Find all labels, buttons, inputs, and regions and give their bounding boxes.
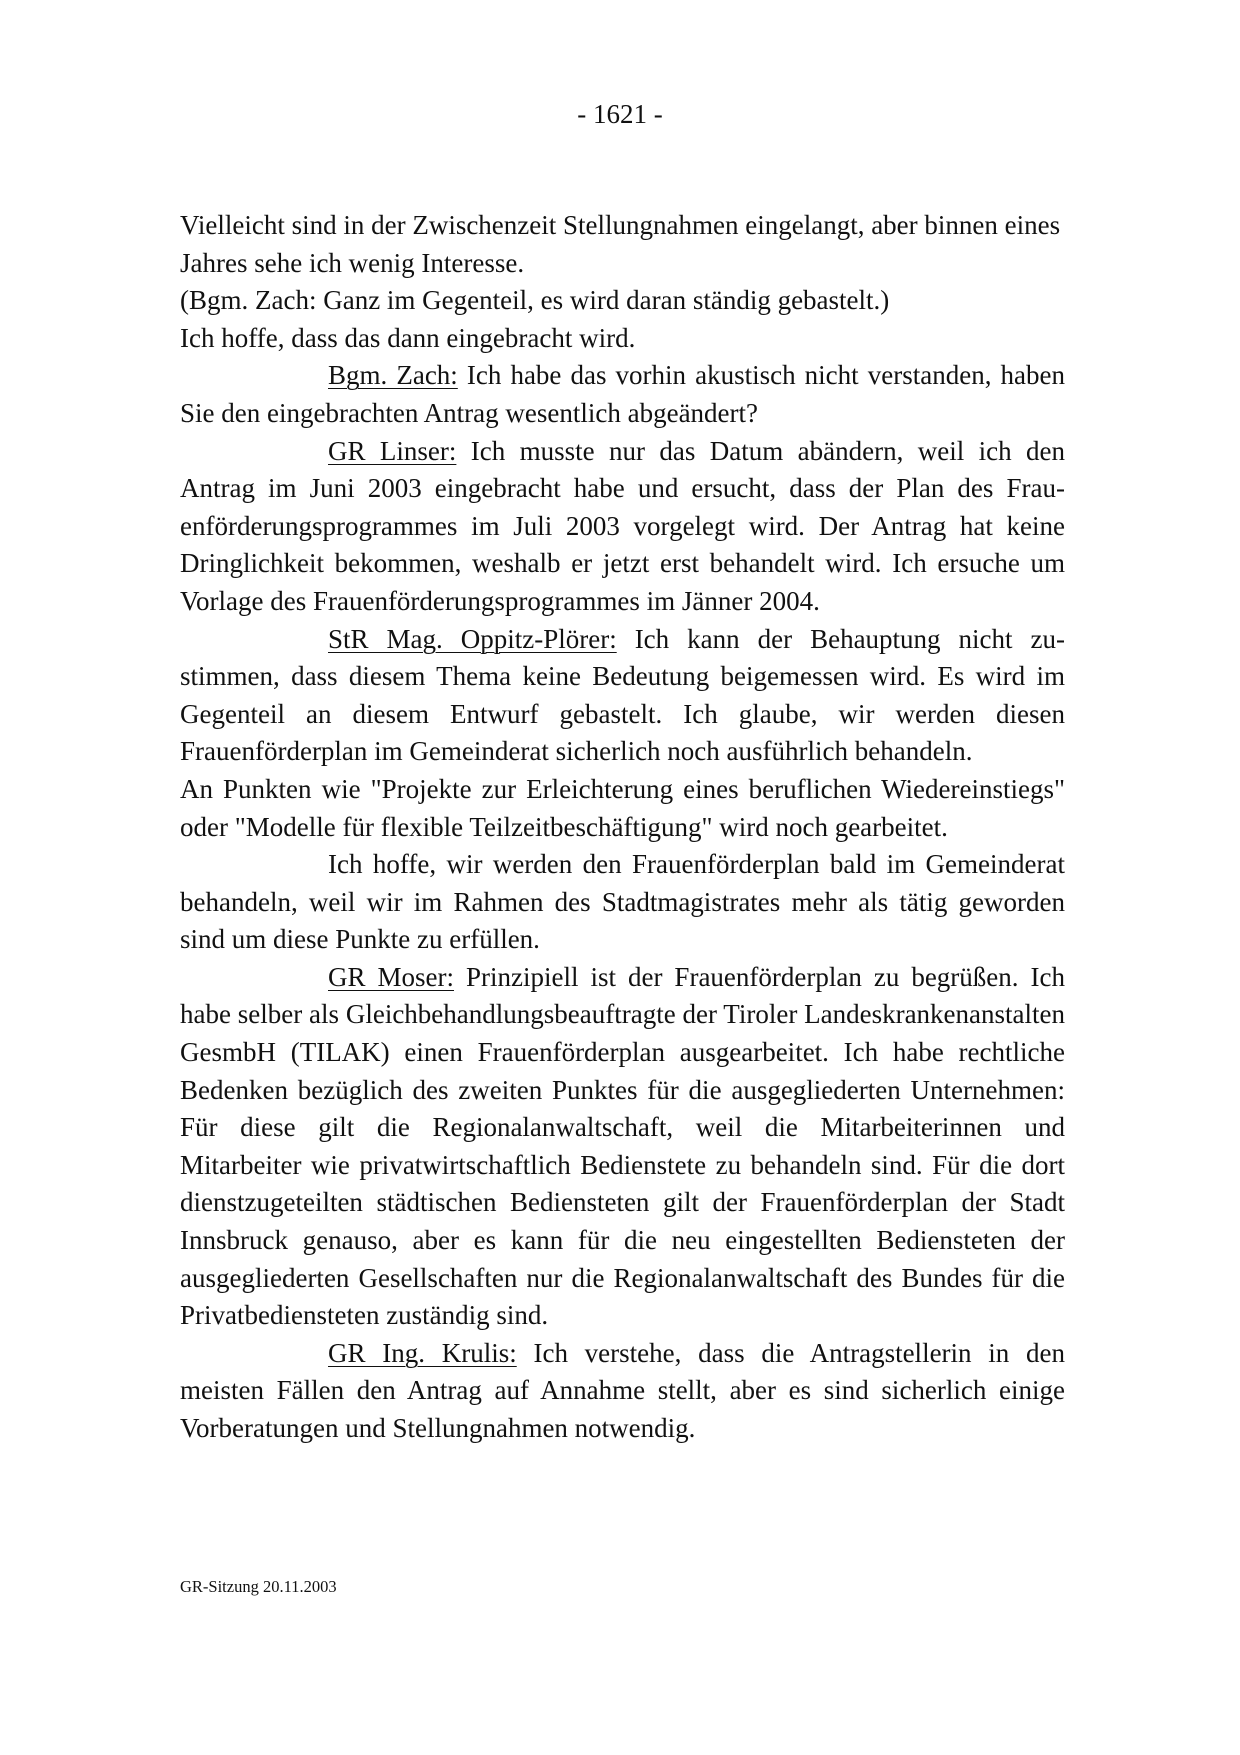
speech-paragraph [180, 959, 1065, 1335]
paragraph-text: Ich hoffe, wir werden den Frauenförderplan bald im Gemeinderat behandeln, weil wir im Rahmen des Stadtmagistrates mehr als tätig geworden sind um diese Punkte zu erfüllen. [180, 849, 1065, 955]
speaker-name: Bgm. Zach: [328, 360, 458, 391]
paragraph [180, 771, 1065, 846]
speech-paragraph [180, 357, 1065, 432]
speech-paragraph [180, 1335, 1065, 1448]
paragraph [180, 207, 1065, 282]
document-body [180, 207, 1065, 1448]
speaker-name: GR Linser: [328, 435, 457, 466]
speech-paragraph [180, 433, 1065, 621]
paragraph-text: An Punkten wie "Projekte zur Erleichterung eines beruflichen Wiedereinstiegs" oder "Modelle für flexible Teilzeitbeschäftigung" wird noch gearbeitet. [180, 773, 1065, 842]
interjection [180, 282, 1065, 320]
paragraph-text: Ich habe das vorhin akustisch nicht verstanden, haben Sie den eingebrachten Antrag wesentlich abgeändert? [180, 360, 1065, 428]
footer-session-date: GR-Sitzung 20.11.2003 [180, 1577, 337, 1596]
paragraph-text: Vielleicht sind in der Zwischenzeit Stellungnahmen eingelangt, aber binnen eines Jahres sehe ich wenig Interesse. [180, 210, 1061, 278]
paragraph [180, 320, 1065, 358]
paragraph [180, 846, 1065, 959]
paragraph-text: Ich verstehe, dass die Antragstellerin in den meisten Fällen den Antrag auf Annahme stellt, aber es sind sicherlich einige Vorberatungen und Stellungnahmen notwendig. [180, 1337, 1066, 1443]
paragraph-text: Ich hoffe, dass das dann eingebracht wird. [180, 322, 636, 353]
paragraph-text: Prinzipiell ist der Frauenförderplan zu begrüßen. Ich habe selber als Gleichbehandlungsbeauftragte der Tiroler Landeskrankenanstalten GesmbH (TILAK) einen Frauenförderplan ausgearbeitet. Ich habe rechtliche Bedenken bezüglich des zweiten Punktes für die ausgegliederten Unternehmen: Für diese gilt die Regionalanwaltschaft, weil die Mitarbeiterinnen und Mitarbeiter wie privatwirtschaftlich Bedienstete zu behandeln sind. Für die dort dienstzugeteilten städtischen Bediensteten gilt der Frauenförderplan der Stadt Innsbruck genauso, aber es kann für die neu eingestellten Bediensteten der ausgegliederten Gesellschaften nur die Regionalanwaltschaft des Bundes für die Privatbediensteten zuständig sind. [180, 961, 1065, 1331]
paragraph-text: Ich musste nur das Datum abändern, weil ich den Antrag im Juni 2003 eingebracht habe und ersucht, dass der Plan des Frauenförderungsprogrammes im Juli 2003 vorgelegt wird. Der Antrag hat keine Dringlichkeit bekommen, weshalb er jetzt erst behandelt wird. Ich ersuche um Vorlage des Frauenförderungsprogrammes im Jänner 2004. [180, 435, 1065, 616]
paragraph-text: (Bgm. Zach: Ganz im Gegenteil, es wird daran ständig gebastelt.) [180, 285, 890, 316]
page-number: - 1621 - [577, 99, 663, 129]
paragraph-text: Ich kann der Behauptung nicht zustimmen, dass diesem Thema keine Bedeutung beigemessen wird. Es wird im Gegenteil an diesem Entwurf gebastelt. Ich glaube, wir werden diesen Frauenförderplan im Gemeinderat sicherlich noch ausführlich behandeln. [180, 623, 1065, 767]
speaker-name: GR Ing. Krulis: [328, 1337, 517, 1368]
speaker-name: GR Moser: [328, 961, 454, 992]
speaker-name: StR Mag. Oppitz-Plörer: [328, 623, 617, 654]
speech-paragraph [180, 621, 1065, 771]
